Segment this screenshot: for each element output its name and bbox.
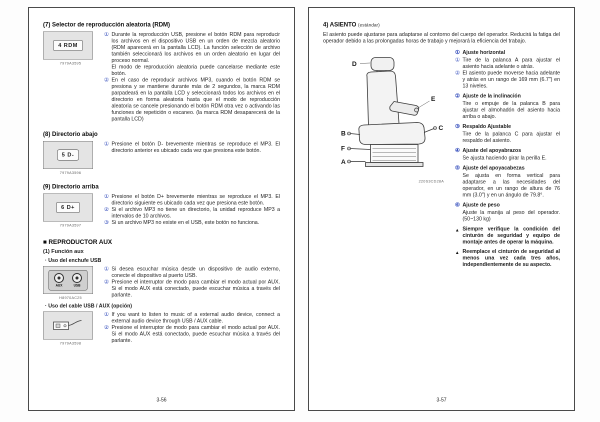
aux-function-subtitle: (1) Función aux xyxy=(43,248,84,255)
usb-aux-cable-bullet: · Uso del cable USB / AUX (opción) xyxy=(45,303,133,309)
adjustment-item xyxy=(455,50,560,90)
list-text: Tire de la palanca A para ajustar el asiento hacia adelante o atrás. xyxy=(462,57,560,70)
list-num xyxy=(455,131,463,144)
item-title: Ajuste de peso xyxy=(462,202,500,208)
aux-usb-ports-photo xyxy=(43,266,93,294)
manual-page-right xyxy=(308,7,575,411)
list-text: Ajuste la manija al peso del operador. (50~130 kg) xyxy=(462,209,560,222)
seat-columns xyxy=(323,50,560,269)
list-item xyxy=(455,210,560,223)
item-num: ⑥ xyxy=(455,202,460,208)
rdm-figure xyxy=(43,32,98,66)
adjustment-item xyxy=(455,202,560,223)
list-text: Presione el botón D+ brevemente mientras se reproduce el MP3. El directorio siguiente es ubicado cada vez que presiona este botón. xyxy=(111,193,280,206)
aux-port-icon xyxy=(54,273,64,283)
list-num: ② xyxy=(104,206,109,213)
usb-aux-cable-row xyxy=(43,312,280,346)
seat-section-title-text: 4) ASIENTO xyxy=(323,21,357,28)
list-num: ① xyxy=(104,141,109,147)
list-item xyxy=(455,70,560,90)
list-text: Tire de la palanca C para ajustar el respaldo del asiento. xyxy=(462,131,560,144)
dir-up-button-photo xyxy=(43,194,93,222)
seat-callout-c: C xyxy=(438,125,444,132)
list-item xyxy=(455,57,560,70)
list-item xyxy=(104,279,280,299)
usb-port xyxy=(72,273,82,288)
warning-triangle-icon: ▲ xyxy=(455,227,460,233)
list-text: El asiento puede moverse hacia adelante y atrás en un rango de 169 mm (6.7") en 13 niveles. xyxy=(462,70,560,89)
list-num: ② xyxy=(104,324,109,331)
seat-callout-b: B xyxy=(341,130,346,138)
list-item xyxy=(455,155,560,162)
list-item xyxy=(455,131,560,144)
list-item xyxy=(104,141,280,154)
list-item xyxy=(104,64,280,77)
item-num: ④ xyxy=(455,147,460,154)
list-text: Se ajusta haciendo girar la perilla E. xyxy=(462,155,547,161)
dir-down-button-photo xyxy=(43,141,93,169)
list-num xyxy=(455,101,463,121)
section-dir-up-title: (9) Directorio arriba xyxy=(43,183,99,190)
aux-port xyxy=(54,273,64,288)
list-num xyxy=(455,173,463,199)
adjustment-item xyxy=(455,148,560,162)
list-num xyxy=(104,64,112,77)
section-rdm-text xyxy=(104,32,280,123)
seat-intro-text: El asiento puede ajustarse para adaptarse al contorno del cuerpo del operador. Reducirá la fatiga del operador debido a las prolongadas horas de trabajo y mejorará la eficiencia del trabajo. xyxy=(323,31,560,44)
usb-socket-row xyxy=(43,266,280,300)
adjustment-item xyxy=(455,93,560,120)
adjustment-item xyxy=(455,124,560,145)
list-num: ② xyxy=(104,77,109,83)
list-num: ③ xyxy=(104,219,109,226)
adjustment-item xyxy=(455,165,560,199)
dir-up-figure-code: 7979A3597 xyxy=(59,223,82,228)
seat-callout-a: A xyxy=(341,159,346,166)
aux-player-header: ■ REPRODUCTOR AUX xyxy=(43,238,113,246)
section-dir-down-title: (8) Directorio abajo xyxy=(43,130,98,138)
usb-socket-text xyxy=(104,266,280,299)
section-dir-down xyxy=(43,131,280,176)
seat-illustration xyxy=(323,50,448,176)
list-item xyxy=(104,325,280,345)
list-num: ② xyxy=(104,279,109,285)
rdm-figure-code: 7979A3595 xyxy=(59,61,82,66)
list-text: Se ajusta en forma vertical para adaptarse a las necesidades del operador, en un rango de altura de 76 mm (3.0") y en un ángulo de 79.8°. xyxy=(462,172,560,198)
warning-text: Siempre verifique la condición del cinturón de seguridad y equipo de montaje antes de operar la máquina. xyxy=(462,226,560,245)
list-text: Durante la reproducción USB, presione el botón RDM para reproducir los archivos en el dispositivo USB en un orden de mezcla aleatorio (RDM aparecerá en la pantalla LCD). La función selección de archivo también seleccionará los archivos en un orden aleatorio en lugar del proceso normal. xyxy=(111,31,280,64)
list-text: Si desea escuchar música desde un dispositivo de audio externo, conecte el dispositivo al puerto USB. xyxy=(111,266,280,279)
item-title: Ajuste de la inclinación xyxy=(462,93,521,99)
page-number-left: 3-56 xyxy=(156,397,167,403)
list-text: If you want to listen to music of a external audio device, connect a external audio device through USB / AUX cable. xyxy=(111,311,280,324)
list-item xyxy=(104,77,280,123)
item-title: Ajuste del apoyabrazos xyxy=(462,147,522,154)
aux-usb-figure xyxy=(43,266,98,300)
item-title: Ajuste del apoyacabezas xyxy=(462,165,525,171)
list-item xyxy=(104,220,280,227)
rdm-button-photo xyxy=(43,32,93,60)
list-num: ① xyxy=(104,311,109,318)
usb-port-label: USB xyxy=(73,283,81,288)
list-num: ② xyxy=(455,70,460,76)
seat-figure-code: 220S3CD28A xyxy=(418,179,444,184)
list-item xyxy=(104,207,280,220)
item-num: ① xyxy=(455,49,460,56)
cable-figure xyxy=(43,312,98,346)
usb-aux-cable-photo xyxy=(43,312,93,340)
warning-text: Reemplace el cinturón de seguridad al menos una vez cada tres años, independientemente de su aspecto. xyxy=(462,248,560,268)
dir-down-button-label: 5 D- xyxy=(57,150,79,161)
cable-adapter-drawing xyxy=(51,317,86,334)
seat-section-title-suffix: (estándar) xyxy=(358,22,380,28)
dir-down-figure-code: 7979A3596 xyxy=(59,170,82,175)
warning-triangle-icon: ▲ xyxy=(455,250,460,255)
seat-callout-d: D xyxy=(352,61,357,68)
aux-usb-ports-panel xyxy=(49,270,88,291)
seat-figure-column xyxy=(323,50,449,269)
list-item xyxy=(455,101,560,121)
rdm-button-label: 4 RDM xyxy=(53,40,83,51)
dir-down-figure xyxy=(43,141,98,175)
usb-socket-bullet: · Uso del enchufe USB xyxy=(45,257,102,264)
list-item xyxy=(104,194,280,207)
list-num: ① xyxy=(104,193,109,200)
seat-section-title xyxy=(323,21,560,28)
list-text: Si un archivo MP3 no existe en el USB, este botón no funciona. xyxy=(111,219,260,226)
list-item xyxy=(455,173,560,199)
aux-usb-figure-code: H8970AC25 xyxy=(59,295,82,300)
list-text: Presione el interruptor de modo para cambiar el modo actual por AUX. Si el modo AUX está conectado, puede escuchar música a través del parlante. xyxy=(111,324,280,344)
list-item xyxy=(104,312,280,325)
seat-callout-f: F xyxy=(341,145,345,153)
page-number-right: 3-57 xyxy=(436,397,447,403)
seatbelt-warning xyxy=(455,226,560,246)
list-num: ① xyxy=(455,57,460,63)
section-rdm xyxy=(43,21,280,123)
list-item xyxy=(104,266,280,279)
list-text: Tire o empuje de la palanca B para ajustar el almohadón del asiento hacia arriba o abajo. xyxy=(462,100,560,120)
item-num: ⑤ xyxy=(455,165,460,171)
seat-callout-e: E xyxy=(431,96,436,103)
manual-page-left xyxy=(28,7,295,411)
list-text: El modo de reproducción aleatoria puede cancelarse mediante este botón. xyxy=(111,64,280,77)
list-item xyxy=(104,32,280,65)
item-title: Respaldo Ajustable xyxy=(462,123,512,130)
list-num xyxy=(455,155,463,162)
list-num: ① xyxy=(104,266,109,272)
list-text: En el caso de reproducir archivos MP3, cuando el botón RDM se presiona y se mantiene durante más de 2 segundos, la marca RDM parpadeará en la pantalla LCD y seleccionará todos los archivos en el directorio en forma aleatoria hasta que el modo de reproducción aleatoria se cancele presionando el botón RDM otra vez o activando las funciones de repetición o escaneo. (la marca RDM desaparecerá de la pantalla LCD) xyxy=(111,77,280,122)
seatbelt-replace-warning xyxy=(455,249,560,269)
item-num: ② xyxy=(455,93,460,99)
seat-adjustment-list xyxy=(455,50,560,269)
cable-figure-code: 7979A3598 xyxy=(59,341,82,346)
dir-up-figure xyxy=(43,194,98,228)
list-num: ① xyxy=(104,31,109,38)
list-num xyxy=(455,210,463,223)
section-dir-down-text xyxy=(104,141,280,154)
list-text: Presione el interruptor de modo para cambiar el modo actual por AUX. Si el modo AUX está conectado, puede escuchar música a través del parlante. xyxy=(111,279,280,298)
list-text: Presione el botón D- brevemente mientras se reproduce el MP3. El directorio anterior es ubicado cada vez que presiona este botón. xyxy=(111,141,280,154)
section-rdm-title: (7) Selector de reproducción aleatoria (RDM) xyxy=(43,21,171,28)
section-dir-up xyxy=(43,183,280,228)
usb-port-icon xyxy=(72,273,82,283)
aux-port-label: AUX xyxy=(55,283,63,288)
item-title: Ajuste horizontal xyxy=(462,49,506,56)
usb-aux-cable-text xyxy=(104,312,280,345)
list-text: Si el archivo MP3 no tiene un directorio, la unidad reproduce MP3 a intervalos de 10 archivos. xyxy=(111,206,280,219)
dir-up-button-label: 6 D+ xyxy=(56,202,80,213)
item-num: ③ xyxy=(455,123,460,130)
section-dir-up-text xyxy=(104,194,280,227)
